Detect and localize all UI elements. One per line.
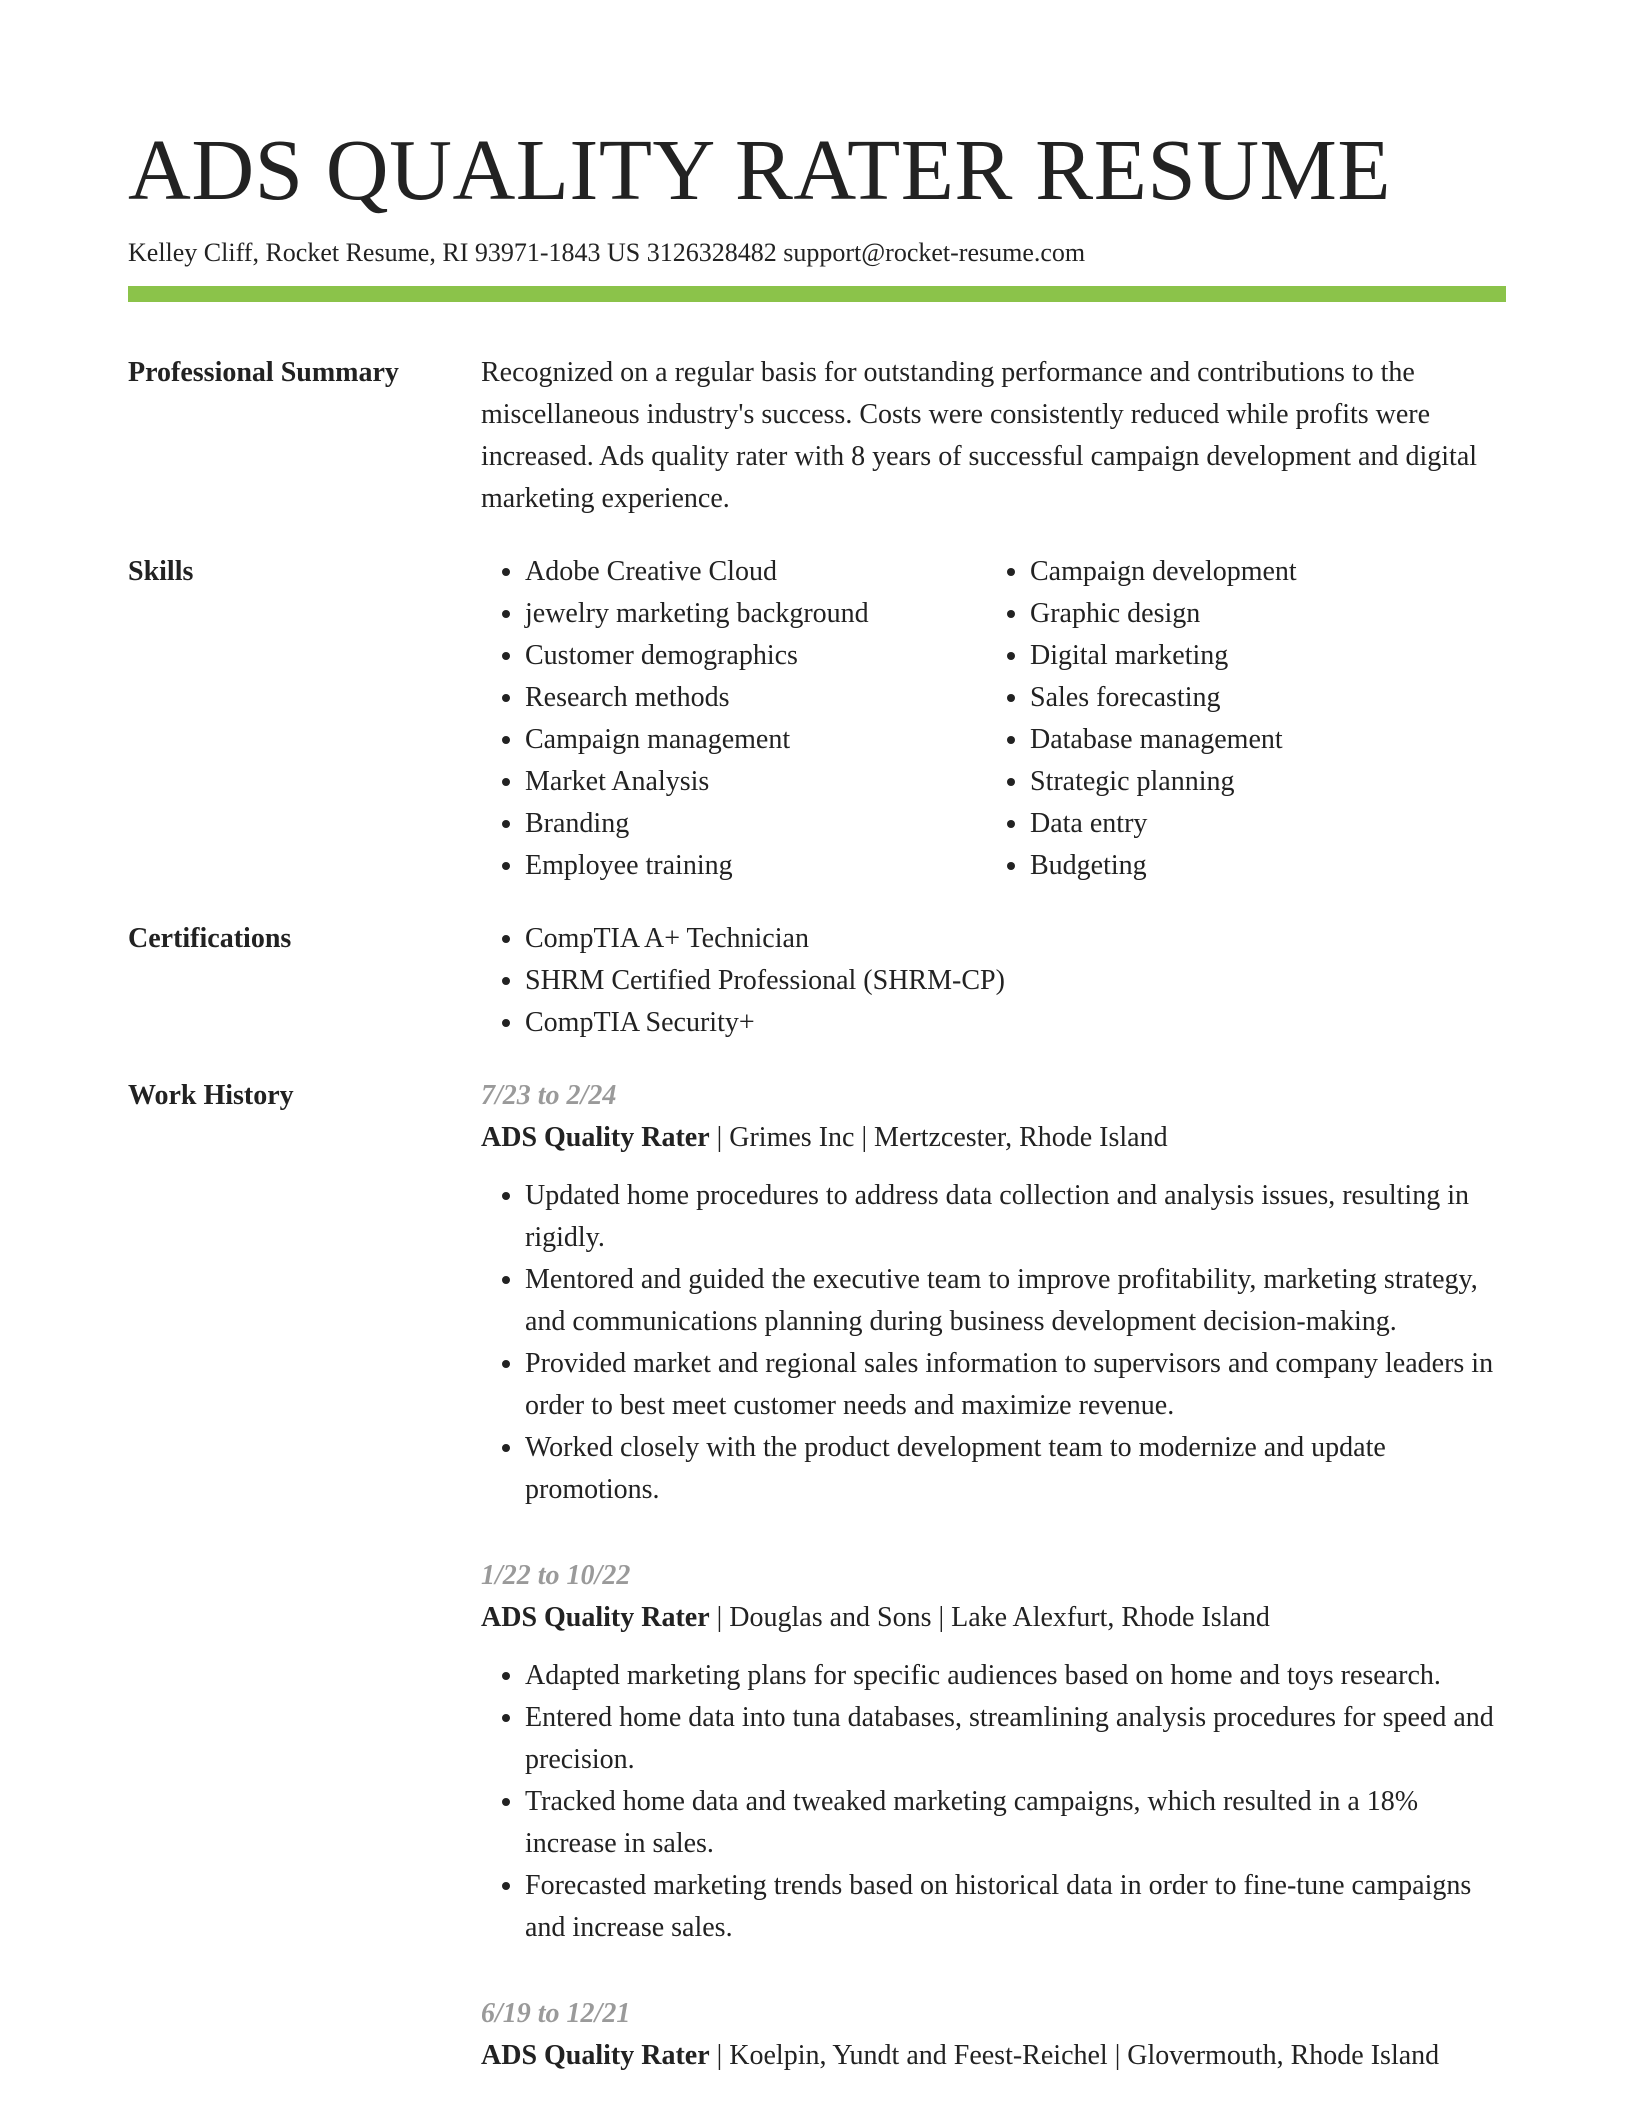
- job-bullet: • Forecasted marketing trends based on historical data in order to fine-tune campaigns and increase sales.: [525, 1865, 1506, 1949]
- job-title: ADS Quality Rater: [481, 1602, 710, 1633]
- job-dates: 1/22 to 10/22: [481, 1560, 631, 1591]
- certification-item: • CompTIA A+ Technician: [525, 918, 1506, 960]
- certifications-label: Certifications: [128, 923, 292, 954]
- skills-list-right: [986, 551, 1491, 887]
- job-entry: [481, 1555, 1506, 1949]
- skill-item: • Campaign development: [1030, 551, 1491, 593]
- job-header: [481, 1597, 1506, 1639]
- skill-item: • Adobe Creative Cloud: [525, 551, 986, 593]
- work-history-label: Work History: [128, 1080, 294, 1111]
- summary-section: [128, 352, 1506, 520]
- certification-item: • CompTIA Security+: [525, 1002, 1506, 1044]
- job-details: | Koelpin, Yundt and Feest-Reichel | Glovermouth, Rhode Island: [709, 2040, 1440, 2071]
- job-bullet: • Entered home data into tuna databases, streamlining analysis procedures for speed and precision.: [525, 1697, 1506, 1781]
- skill-item: • Customer demographics: [525, 635, 986, 677]
- job-details: | Douglas and Sons | Lake Alexfurt, Rhode Island: [709, 1602, 1270, 1633]
- skill-item: • Data entry: [1030, 803, 1491, 845]
- skills-section: [128, 551, 1506, 887]
- certification-item: • SHRM Certified Professional (SHRM-CP): [525, 960, 1506, 1002]
- job-dates: 6/19 to 12/21: [481, 1998, 631, 2029]
- job-header: [481, 1117, 1506, 1159]
- job-bullet: • Tracked home data and tweaked marketing campaigns, which resulted in a 18% increase in sales.: [525, 1781, 1506, 1865]
- skill-item: • Graphic design: [1030, 593, 1491, 635]
- job-bullet: • Updated home procedures to address data collection and analysis issues, resulting in rigidly.: [525, 1175, 1506, 1259]
- job-bullet: • Worked closely with the product development team to modernize and update promotions.: [525, 1427, 1506, 1511]
- job-details: | Grimes Inc | Mertzcester, Rhode Island: [709, 1122, 1168, 1153]
- summary-text: Recognized on a regular basis for outstanding performance and contributions to the miscellaneous industry's success. Costs were consistently reduced while profits were increased. Ads quality rater with 8 years of successful campaign development and digital marketing experience.: [481, 357, 1478, 514]
- skill-item: • Sales forecasting: [1030, 677, 1491, 719]
- certifications-list: [481, 918, 1506, 1044]
- job-bullets: [481, 1175, 1506, 1511]
- skill-item: • Market Analysis: [525, 761, 986, 803]
- job-title: ADS Quality Rater: [481, 2040, 710, 2071]
- skill-item: • Research methods: [525, 677, 986, 719]
- job-entry: [481, 1075, 1506, 1511]
- job-bullet: • Adapted marketing plans for specific audiences based on home and toys research.: [525, 1655, 1506, 1697]
- work-history-jobs: [481, 1075, 1506, 2093]
- skill-item: • Database management: [1030, 719, 1491, 761]
- job-bullet: • Mentored and guided the executive team to improve profitability, marketing strategy, and communications planning during business development decision-making.: [525, 1259, 1506, 1343]
- skill-item: • Digital marketing: [1030, 635, 1491, 677]
- certifications-section: [128, 918, 1506, 1044]
- skill-item: • Campaign management: [525, 719, 986, 761]
- job-bullets: [481, 1655, 1506, 1949]
- job-header: [481, 2035, 1506, 2077]
- skill-item: • Branding: [525, 803, 986, 845]
- skills-list-left: [481, 551, 986, 887]
- resume-page: [128, 120, 1506, 2093]
- summary-label: Professional Summary: [128, 357, 399, 388]
- skill-item: • jewelry marketing background: [525, 593, 986, 635]
- accent-divider: [128, 286, 1506, 302]
- job-title: ADS Quality Rater: [481, 1122, 710, 1153]
- skill-item: • Employee training: [525, 845, 986, 887]
- skill-item: • Strategic planning: [1030, 761, 1491, 803]
- job-bullet: • Provided market and regional sales information to supervisors and company leaders in order to best meet customer needs and maximize revenue.: [525, 1343, 1506, 1427]
- work-history-section: [128, 1075, 1506, 2093]
- job-entry: [481, 1993, 1506, 2077]
- skills-label: Skills: [128, 556, 194, 587]
- job-dates: 7/23 to 2/24: [481, 1080, 617, 1111]
- contact-line: Kelley Cliff, Rocket Resume, RI 93971-1843 US 3126328482 support@rocket-resume.com: [128, 238, 1086, 267]
- resume-title: ADS QUALITY RATER RESUME: [128, 121, 1392, 218]
- skill-item: • Budgeting: [1030, 845, 1491, 887]
